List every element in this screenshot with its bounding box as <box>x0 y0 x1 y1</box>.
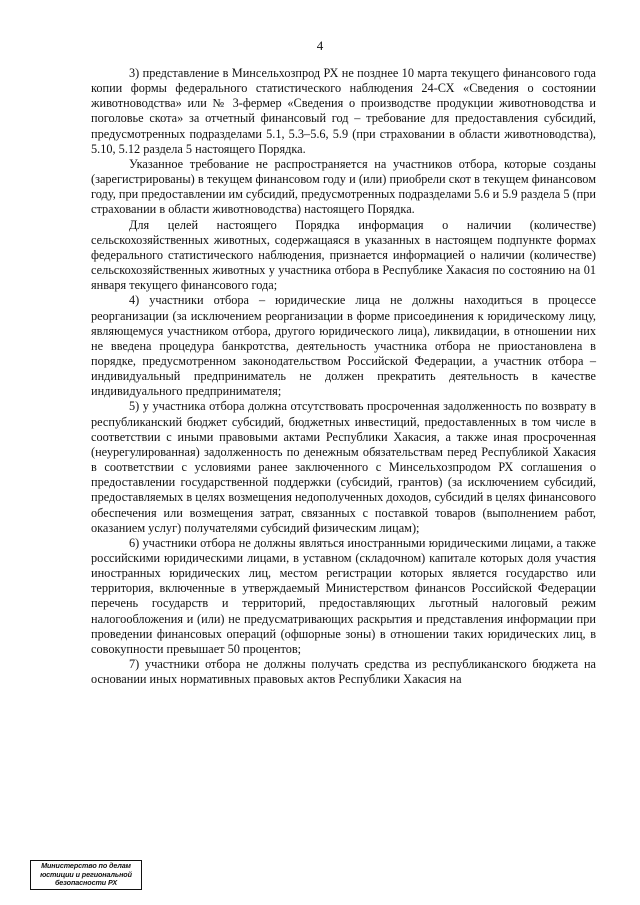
stamp-line: безопасности РХ <box>54 878 118 888</box>
paragraph-item-4: 4) участники отбора – юридические лица не должны находиться в процессе реорганизации (за исключением реорганизации в форме присоединения к юридическому лицу, являющемуся участником отбора, другого юридического лица), ликвидации, в отношении них не введена процедура банкротства, деятельность участника отбора не приостановлена в порядке, предусмотренном законодательством Российской Федерации, а участник отбора – индивидуальный предприниматель не должен прекратить деятельность в качестве индивидуального предпринимателя; <box>91 293 596 399</box>
paragraph-item-3: 3) представление в Минсельхозпрод РХ не позднее 10 марта текущего финансового года копии формы федерального статистического наблюдения 24-СХ «Сведения о состоянии животноводства» или № 3-фермер «Сведения о производстве продукции животноводства и поголовье скота» за отчетный финансовый год – требование для предоставления субсидий, предусмотренных подразделами 5.1, 5.3–5.6, 5.9 (при страховании в области животноводства), 5.10, 5.12 раздела 5 настоящего Порядка. <box>91 66 596 156</box>
paragraph-item-6: 6) участники отбора не должны являться иностранными юридическими лицами, а также российскими юридическими лицами, в уставном (складочном) капитале которых доля участия иностранных юридических лиц, местом регистрации которых является государство или территория, включенные в утверждаемый Министерством финансов Российской Федерации перечень государств и территорий, предоставляющих льготный налоговый режим налогообложения и (или) не предусматривающих раскрытия и представления информации при проведении финансовых операций (офшорные зоны) в отношении таких юридических лиц, в совокупности превышает 50 процентов; <box>91 535 596 656</box>
document-body <box>91 66 596 687</box>
paragraph-item-5: 5) у участника отбора должна отсутствовать просроченная задолженность по возврату в республиканский бюджет субсидий, бюджетных инвестиций, предоставленных в том числе в соответствии с иными правовыми актами Республики Хакасия, а также иная просроченная (неурегулированная) задолженность по денежным обязательствам перед Республикой Хакасия в соответствии с условиями ранее заключенного с Минсельхозпродом РХ соглашения о предоставлении государственной поддержки (субсидий, грантов) (за исключением субсидий, предоставляемых в целях возмещения недополученных доходов, субсидий в целях финансового обеспечения или возмещения затрат, связанных с поставкой товаров (выполнением работ, оказанием услуг) получателями субсидий физическим лицам); <box>91 399 596 535</box>
page-number: 4 <box>316 38 324 53</box>
paragraph-exception: Указанное требование не распространяется на участников отбора, которые созданы (зарегистрированы) в текущем финансовом году и (или) приобрели скот в текущем финансовом году, при предоставлении им субсидий, предусмотренных подразделами 5.6 и 5.9 раздела 5 (при страховании в области животноводства) настоящего Порядка. <box>91 156 596 217</box>
stamp-line: юстиции и региональной <box>40 869 132 879</box>
paragraph-statistics-info: Для целей настоящего Порядка информация о наличии (количестве) сельскохозяйственных животных, содержащаяся в указанных в настоящем подпункте формах федерального статистического наблюдения, признается информацией о наличии (количестве) сельскохозяйственных животных у участника отбора в Республике Хакасия по состоянию на 01 января текущего финансового года; <box>91 217 596 293</box>
paragraph-item-7: 7) участники отбора не должны получать средства из республиканского бюджета на основании иных нормативных правовых актов Республики Хакасия на <box>91 657 596 687</box>
stamp-line: Министерство по делам <box>41 861 131 870</box>
ministry-stamp <box>30 860 142 890</box>
